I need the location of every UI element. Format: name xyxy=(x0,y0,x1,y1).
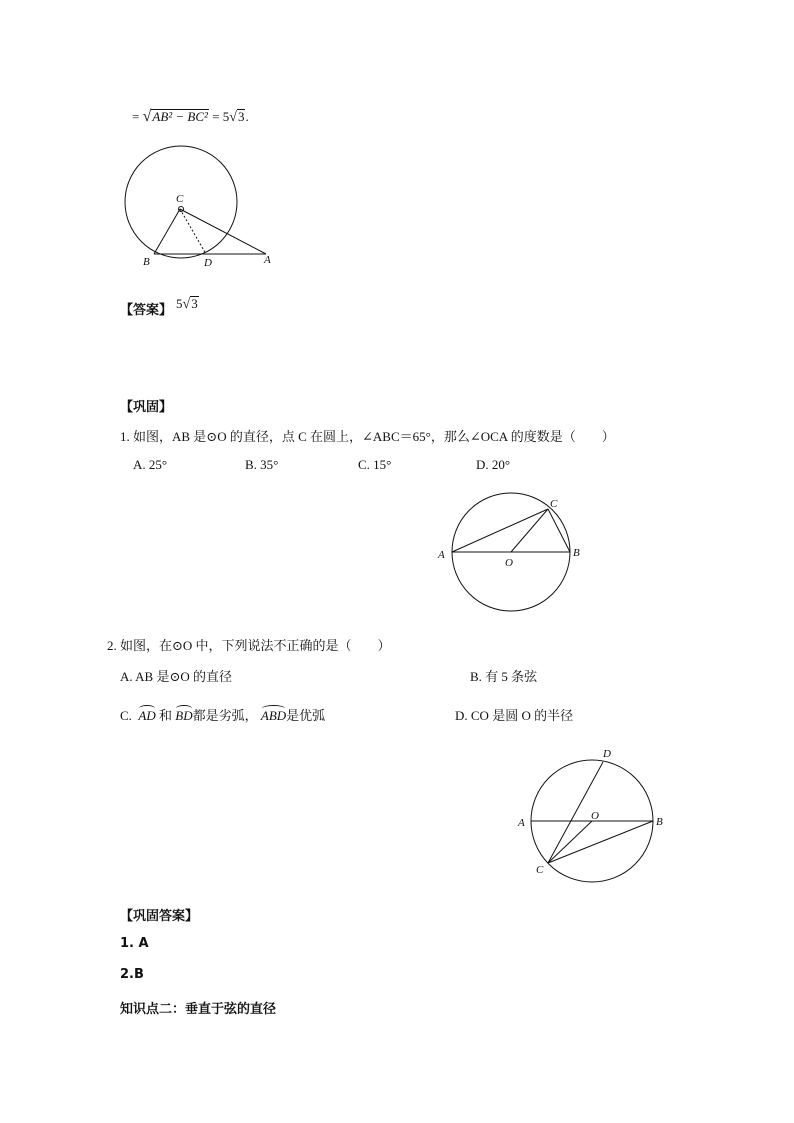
q2-option-c-arc-bd: BD xyxy=(175,708,193,723)
fig3-segment-co xyxy=(548,821,592,863)
q1-option-b[interactable]: B. 35° xyxy=(245,457,279,472)
answer-label: 【答案】 xyxy=(120,303,173,318)
cons-answer-1: 1. A xyxy=(120,936,149,951)
fig2-label-c: C xyxy=(550,498,558,510)
q2-option-c[interactable] xyxy=(120,705,325,724)
formula-equals: = xyxy=(132,109,140,124)
fig2-chord-ac xyxy=(452,509,548,552)
fig1-label-b: B xyxy=(143,256,150,268)
q2-option-c-arc-abd: ABD xyxy=(260,708,287,723)
q2-option-a[interactable]: A. AB 是⊙O 的直径 xyxy=(120,669,233,684)
fig1-label-d: D xyxy=(204,257,212,269)
q2-text: 2. 如图，在⊙O 中，下列说法不正确的是（ ） xyxy=(107,638,391,653)
fig3-label-c: C xyxy=(536,864,544,876)
answer-line: 【答案】 $^5$√3 xyxy=(120,296,198,318)
answer-coef: 5 xyxy=(176,296,183,311)
formula-radicand: AB² − BC² xyxy=(152,109,208,124)
formula-result: = 5 xyxy=(212,109,230,124)
q1-option-c[interactable]: C. 15° xyxy=(358,457,392,472)
figure-1-circle-triangle xyxy=(110,150,290,275)
fig3-label-a: A xyxy=(518,817,525,829)
q2-option-c-arc-ad: AD xyxy=(138,708,156,723)
fig2-label-b: B xyxy=(573,547,580,559)
fig1-label-a: A xyxy=(264,254,271,266)
q2-option-c-and: 和 xyxy=(159,708,173,723)
fig3-chord-cb xyxy=(548,821,653,863)
fig2-segment-oc xyxy=(511,509,548,552)
consolidation-heading: 【巩固】 xyxy=(120,400,173,415)
q2-option-c-prefix: C. xyxy=(120,708,132,723)
fig3-label-b: B xyxy=(656,816,663,828)
fig2-label-a: A xyxy=(438,549,445,561)
cons-answers-heading: 【巩固答案】 xyxy=(120,909,199,924)
section-heading-knowledge-point-2: 知识点二：垂直于弦的直径 xyxy=(120,1002,277,1017)
q2-option-b[interactable]: B. 有 5 条弦 xyxy=(470,669,538,684)
fig3-label-d: D xyxy=(603,748,611,760)
figure-3-circle-chords xyxy=(510,742,680,887)
q2-option-c-major: 是优弧 xyxy=(286,708,326,723)
formula-line: = √AB² − BC² = 5√3. xyxy=(132,108,249,125)
q1-text: 1. 如图，AB 是⊙O 的直径，点 C 在圆上，∠ABC＝65°，那么∠OCA 的度数是（ ） xyxy=(120,429,615,444)
q1-option-d[interactable]: D. 20° xyxy=(476,457,511,472)
fig3-label-o: O xyxy=(591,810,599,822)
cons-answer-2: 2.B xyxy=(120,967,144,982)
formula-root: 3 xyxy=(237,109,245,124)
fig1-label-c: C xyxy=(176,193,184,205)
q2-option-d[interactable]: D. CO 是圆 O 的半径 xyxy=(455,708,574,723)
answer-root: 3 xyxy=(191,296,198,311)
fig2-chord-cb xyxy=(548,509,570,552)
q2-option-c-minor: 都是劣弧， xyxy=(192,708,258,723)
q1-option-a[interactable]: A. 25° xyxy=(133,457,168,472)
formula-period: . xyxy=(245,109,249,124)
fig1-segment-cb xyxy=(154,209,180,254)
figure-2-circle-diameter xyxy=(432,490,592,620)
fig2-label-o: O xyxy=(505,557,513,569)
